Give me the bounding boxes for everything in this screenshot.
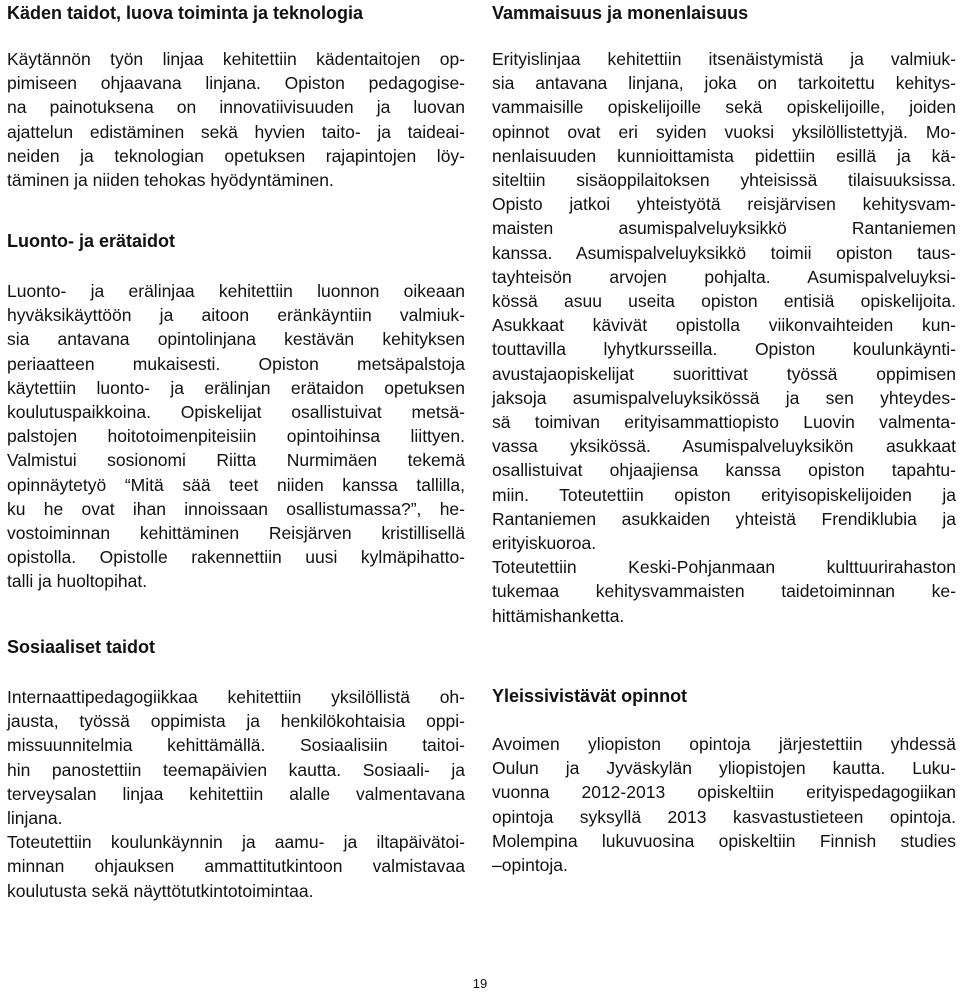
text-line: Toteutettiin koulunkäynnin ja aamu- ja iltapäivätoi- — [7, 832, 465, 853]
text-line: Avoimen yliopiston opintoja järjestettiin yhdessä — [492, 734, 956, 754]
text-line: hin panostettiin teemapäivien kautta. Sosiaali- ja — [7, 759, 465, 780]
text-line: –opintoja. — [492, 855, 568, 876]
text-line: Toteutettiin Keski-Pohjanmaan kulttuurirahaston — [492, 557, 956, 578]
text-line: opintoja syksyllä 2013 kasvastustieteen opintoja. — [492, 806, 956, 827]
text-line: nenlaisuuden kunnioittamista pidettiin esillä ja kä- — [492, 145, 956, 166]
text-line: periaatteen mukaisesti. Opiston metsäpalstoja — [7, 353, 465, 374]
text-line: pimiseen ohjaavana linjana. Opiston pedagogise- — [7, 73, 465, 94]
text-line: sia antavana opintolinjana kestävän kehityksen — [7, 329, 465, 350]
text-line: Oulun ja Jyväskylän yliopistojen kautta. Luku- — [492, 758, 956, 779]
text-line: hyväksikäyttöön ja aitoon eränkäyntiin valmiuk- — [7, 305, 465, 326]
text-line: ku he ovat ihan innoissaan osallistumassa?”, he- — [7, 498, 465, 519]
text-line: tukemaa kehitysvammaisten taidetoiminnan ke- — [492, 581, 956, 602]
text-line: koulutuspaikkoina. Opiskelijat osallistuivat metsä- — [7, 402, 465, 423]
text-line: täminen ja niiden tehokas hyödyntäminen. — [7, 170, 334, 191]
text-line: Käytännön työn linjaa kehitettiin kädentaitojen op- — [7, 49, 465, 69]
text-line: Molempina lukuvuosina opiskeltiin Finnish studies — [492, 830, 956, 851]
text-line: Valmistui sosionomi Riitta Nurmimäen tekemä — [7, 450, 465, 471]
text-line: vassa yksikössä. Asumispalveluyksikön asukkaat — [492, 436, 956, 457]
text-line: ajattelun edistäminen sekä hyvien taito- ja taideai- — [7, 121, 465, 142]
paragraph — [7, 685, 465, 903]
page-number: 19 — [472, 976, 488, 991]
text-line: Rantaniemen asukkaiden yhteistä Frendiklubia ja — [492, 508, 956, 529]
text-line: opinnäytetyö “Mitä sää teet niiden kanssa tallilla, — [7, 474, 465, 495]
text-line: touttavilla lyhytkursseilla. Opiston koulunkäynti- — [492, 339, 956, 360]
text-line: talli ja huoltopihat. — [7, 571, 148, 592]
section-heading: Sosiaaliset taidot — [7, 637, 156, 657]
paragraph — [492, 47, 956, 628]
text-line: minnan ohjauksen ammattitutkintoon valmistavaa — [7, 856, 465, 877]
text-line: palstojen hoitotoimenpiteisiin opintoihinsa liittyen. — [7, 426, 465, 447]
section-heading: Yleissivistävät opinnot — [492, 686, 688, 706]
text-line: käytettiin luonto- ja erälinjan erätaidon opetuksen — [7, 377, 465, 398]
paragraph — [7, 279, 465, 594]
section-heading: Luonto- ja erätaidot — [7, 231, 175, 251]
text-line: vammaisille opiskelijoille sekä opiskelijoille, joiden — [492, 97, 956, 118]
text-line: neiden ja teknologian opetuksen rajapintojen löy- — [7, 145, 465, 166]
text-line: jausta, työssä oppimista ja henkilökohtaisia oppi- — [7, 711, 465, 732]
text-line: miin. Toteutettiin opiston erityisopiskelijoiden ja — [492, 484, 956, 505]
text-line: sä toimivan erityisammattiopisto Luovin valmenta- — [492, 412, 956, 433]
text-line: missuunnitelmia kehittämällä. Sosiaalisiin taitoi- — [7, 735, 465, 756]
text-line: koulutusta sekä näyttötutkintotoimintaa. — [7, 880, 314, 901]
text-line: maisten asumispalveluyksikkö Rantaniemen — [492, 218, 956, 239]
text-line: Asukkaat kävivät opistolla viikonvaihteiden kun- — [492, 315, 956, 336]
text-line: Internaattipedagogiikkaa kehitettiin yksilöllistä oh- — [7, 687, 465, 707]
text-line: kanssa. Asumispalveluyksikkö toimii opiston taus- — [492, 242, 956, 263]
text-line: sia antavana linjana, joka on tarkoitettu kehitys- — [492, 73, 956, 94]
paragraph — [492, 732, 956, 877]
text-line: kössä asuu useita opiston entisiä opiskelijoita. — [492, 291, 956, 312]
text-line: linjana. — [7, 808, 63, 829]
text-line: na painotuksena on innovatiivisuuden ja luovan — [7, 97, 465, 118]
text-line: opinnot ovat eri syiden vuoksi yksilöllistettyjä. Mo- — [492, 121, 956, 142]
section-heading: Käden taidot, luova toiminta ja teknologia — [7, 3, 364, 23]
text-line: vostoiminnan kehittäminen Reisjärven kristillisellä — [7, 523, 465, 544]
text-line: Opisto jatkoi yhteistyötä reisjärvisen kehitysvam- — [492, 194, 956, 215]
text-line: osallistuivat ohjaajiensa kanssa opiston tapahtu- — [492, 460, 956, 481]
text-line: siteltiin sisäoppilaitoksen yhteisissä tilaisuuksissa. — [492, 170, 956, 191]
section-heading: Vammaisuus ja monenlaisuus — [492, 3, 749, 23]
text-line: vuonna 2012-2013 opiskeltiin erityispedagogiikan — [492, 782, 956, 803]
text-line: hittämishanketta. — [492, 605, 625, 626]
paragraph — [7, 47, 465, 192]
text-line: Erityislinjaa kehitettiin itsenäistymistä ja valmiuk- — [492, 49, 956, 69]
text-line: Luonto- ja erälinjaa kehitettiin luonnon oikeaan — [7, 281, 465, 301]
text-line: jaksoja asumispalveluyksikössä ja sen yhteydes- — [492, 387, 956, 408]
text-line: terveysalan linjaa kehitettiin alalle valmentavana — [7, 783, 465, 804]
text-line: erityiskuoroa. — [492, 533, 597, 554]
text-line: opistolla. Opistolle rakennettiin uusi kylmäpihatto- — [7, 547, 465, 568]
text-line: tayhteisön arvojen pohjalta. Asumispalveluyksi- — [492, 266, 956, 287]
text-line: avustajaopiskelijat suorittivat työssä oppimisen — [492, 363, 956, 384]
